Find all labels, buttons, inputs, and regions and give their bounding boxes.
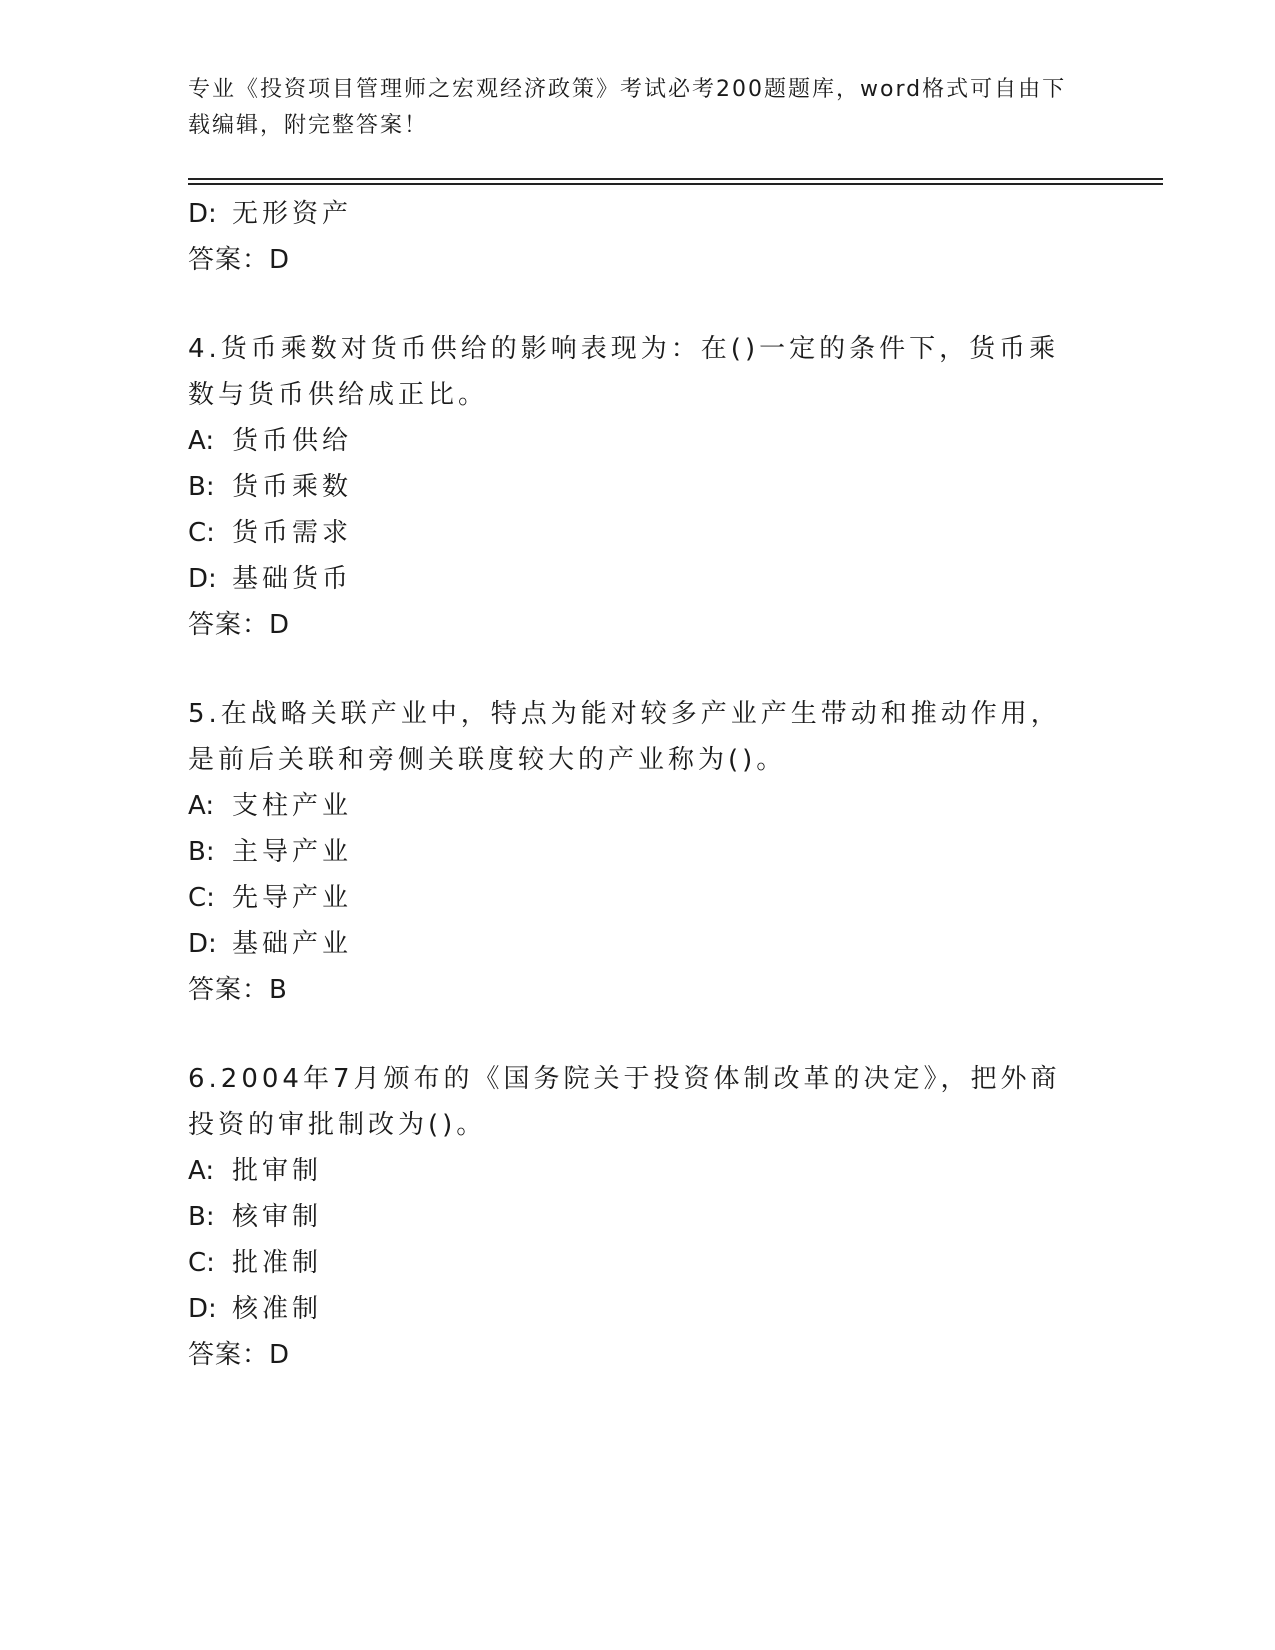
header-divider-bottom (188, 183, 1163, 185)
option-label: A: (188, 791, 215, 821)
answer-line: 答案：B (188, 975, 288, 1005)
option-text: 货币需求 (232, 518, 353, 548)
option-label: B: (188, 472, 215, 502)
option-label: D: (188, 929, 217, 959)
option-label: A: (188, 1156, 215, 1186)
option-label: C: (188, 883, 215, 913)
option-c (188, 875, 1068, 921)
option-text: 基础产业 (232, 929, 353, 959)
option-text: 先导产业 (232, 883, 353, 913)
option-c (188, 510, 1068, 556)
option-text: 货币供给 (232, 426, 353, 456)
option-a (188, 418, 1068, 464)
answer-line: 答案：D (188, 610, 291, 640)
option-b (188, 464, 1068, 510)
option-label: D: (188, 1294, 217, 1324)
option-text: 基础货币 (232, 564, 353, 594)
answer-line: 答案：D (188, 1340, 291, 1370)
option-d (188, 191, 1068, 237)
option-label: B: (188, 1202, 215, 1232)
question-content (188, 191, 1068, 1378)
answer-line: 答案：D (188, 245, 291, 275)
option-a (188, 783, 1068, 829)
option-text: 核准制 (232, 1294, 323, 1324)
option-c (188, 1240, 1068, 1286)
option-text: 批审制 (232, 1156, 323, 1186)
option-label: B: (188, 837, 215, 867)
option-b (188, 829, 1068, 875)
option-text: 支柱产业 (232, 791, 353, 821)
option-text: 批准制 (232, 1248, 323, 1278)
option-text: 核审制 (232, 1202, 323, 1232)
question-text: 4.货币乘数对货币供给的影响表现为：在()一定的条件下，货币乘数与货币供给成正比。 (188, 334, 1060, 410)
option-d (188, 556, 1068, 602)
option-a (188, 1148, 1068, 1194)
option-b (188, 1194, 1068, 1240)
option-label: C: (188, 1248, 215, 1278)
option-text: 货币乘数 (232, 472, 353, 502)
option-d (188, 1286, 1068, 1332)
option-d (188, 921, 1068, 967)
question-text: 6.2004年7月颁布的《国务院关于投资体制改革的决定》，把外商投资的审批制改为()。 (188, 1064, 1061, 1140)
option-label: D: (188, 564, 217, 594)
option-text: 无形资产 (232, 199, 353, 229)
option-label: C: (188, 518, 215, 548)
option-label: A: (188, 426, 215, 456)
option-label: D: (188, 199, 217, 229)
question-text: 5.在战略关联产业中，特点为能对较多产业产生带动和推动作用，是前后关联和旁侧关联度较大的产业称为()。 (188, 699, 1061, 775)
header-divider-top (188, 178, 1163, 180)
document-intro: 专业《投资项目管理师之宏观经济政策》考试必考200题题库，word格式可自由下载编辑，附完整答案！ (188, 77, 1067, 138)
option-text: 主导产业 (232, 837, 353, 867)
